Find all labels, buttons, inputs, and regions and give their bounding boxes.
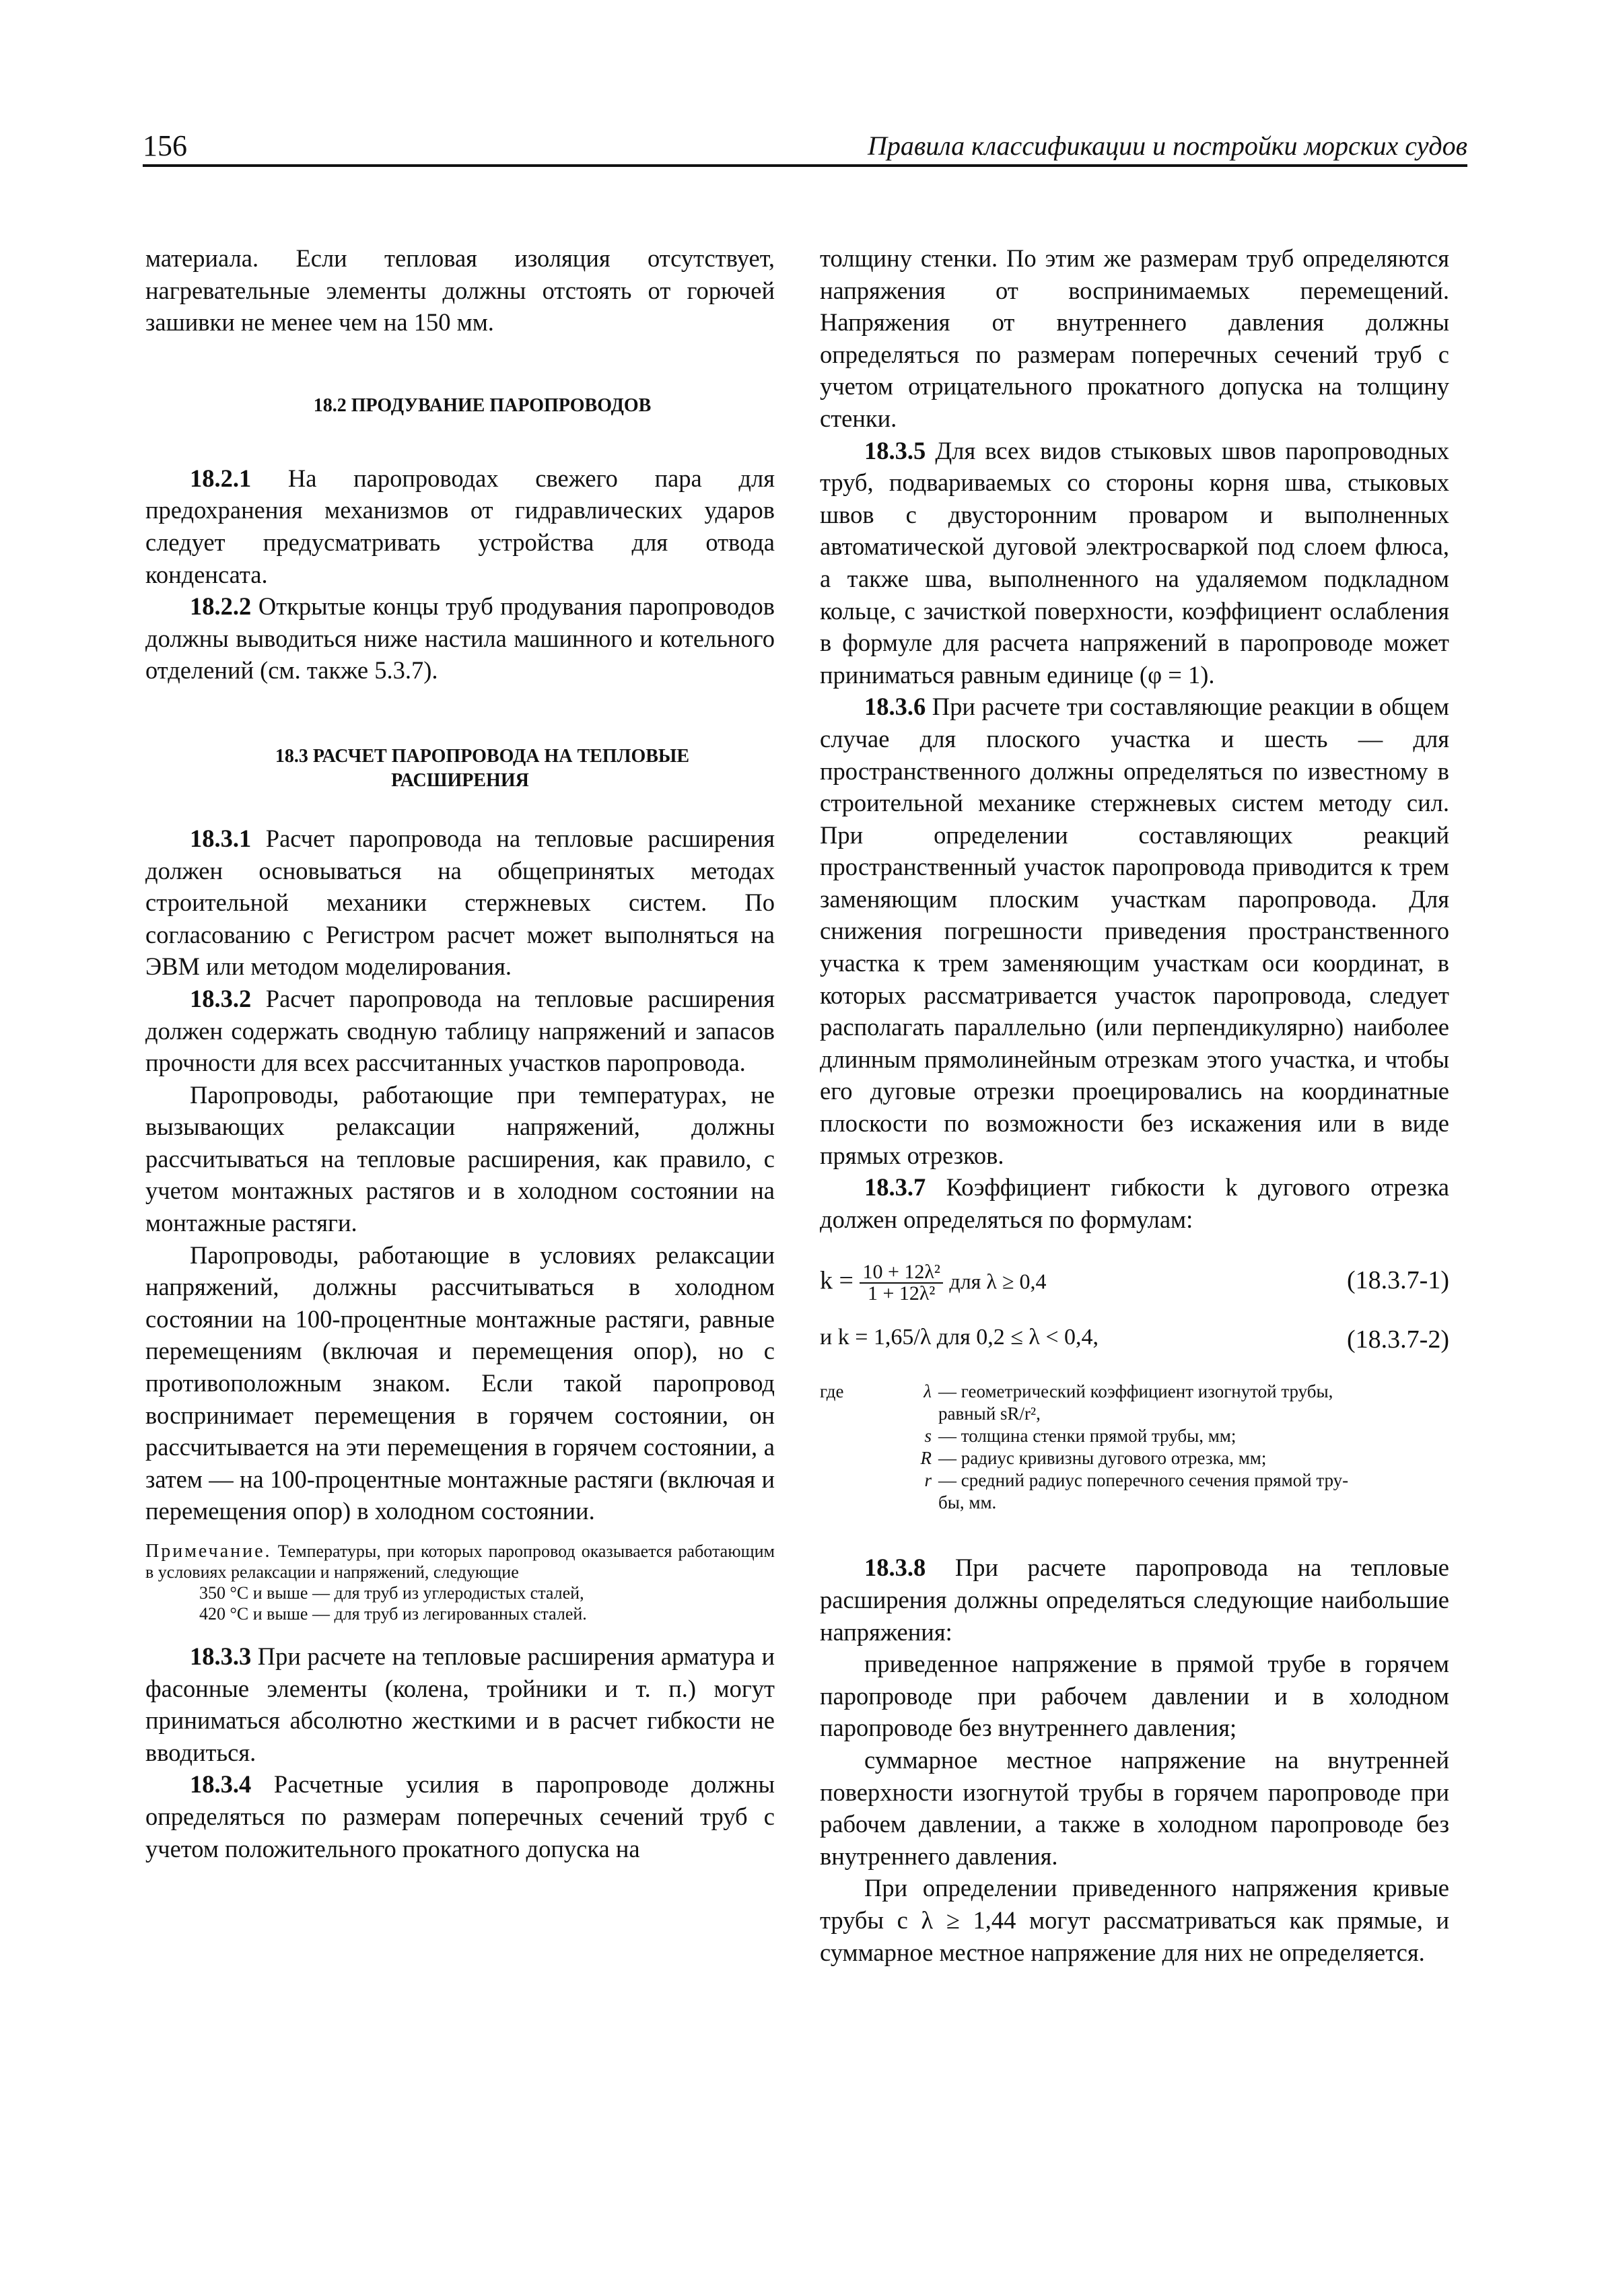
formula-denominator: 1 + 12λ² bbox=[867, 1282, 936, 1305]
paragraph-intro: материала. Если тепловая изоляция отсутствует, нагревательные элементы должны отстоять от горючей зашивки не менее чем на 150 мм. bbox=[145, 244, 775, 337]
clause-number: 18.2.1 bbox=[190, 464, 252, 492]
paragraph-18-3-4 bbox=[145, 1768, 775, 1865]
section-title-line: 18.3 РАСЧЕТ ПАРОПРОВОДА НА ТЕПЛОВЫЕ bbox=[275, 745, 690, 767]
note-block bbox=[145, 1541, 775, 1624]
clause-number: 18.3.8 bbox=[864, 1554, 926, 1582]
clause-number: 18.3.2 bbox=[190, 984, 252, 1012]
section-title-line: РАСШИРЕНИЯ bbox=[391, 769, 529, 791]
legend-row bbox=[820, 1447, 1449, 1469]
paragraph-text: Расчет паропровода на тепловые расширения должен основываться на общепринятых методах строительной механики стержневых систем. По согласованию с Регистром расчет может выполняться на ЭВМ или методом моделирования. bbox=[145, 824, 775, 981]
paragraph-18-3-7 bbox=[820, 1171, 1449, 1235]
right-column bbox=[820, 242, 1449, 1968]
legend-continuation: равный sR/r², bbox=[938, 1403, 1041, 1424]
page-header bbox=[143, 128, 1467, 167]
clause-number: 18.2.2 bbox=[190, 592, 252, 621]
paragraph-text: Открытые концы труб продувания паропроводов должны выводиться ниже настила машинного и котельного отделений (см. также 5.3.7). bbox=[145, 592, 775, 685]
page-number: 156 bbox=[143, 129, 187, 162]
paragraph-final: При определении приведенного напряжения кривые трубы с λ ≥ 1,44 могут рассматриваться как прямые, и суммарное местное напряжение для них не определяется. bbox=[820, 1874, 1449, 1966]
legend-symbol: R bbox=[920, 1448, 932, 1469]
formula-number: (18.3.7-1) bbox=[1347, 1266, 1449, 1295]
section-18-2-title: 18.2 ПРОДУВАНИЕ ПАРОПРОВОДОВ bbox=[313, 394, 652, 416]
paragraph-text: При расчете на тепловые расширения арматура и фасонные элементы (колена, тройники и т. п.) могут приниматься абсолютно жесткими и в расчет гибкости не вводиться. bbox=[145, 1642, 775, 1766]
clause-number: 18.3.4 bbox=[190, 1770, 252, 1799]
paragraph-18-2-2 bbox=[145, 590, 775, 687]
paragraph-18-2-1 bbox=[145, 462, 775, 590]
paragraph-text: При расчете паропровода на тепловые расширения должны определяться следующие наибольшие напряжения: bbox=[820, 1554, 1449, 1646]
note-label: Примечание. bbox=[145, 1541, 272, 1562]
paragraph-pipes-1: Паропроводы, работающие при температурах, не вызывающих релаксации напряжений, должны рассчитываться на тепловые расширения, как правило, с учетом монтажных растягов и в холодном состоянии на монтажные растяги. bbox=[145, 1080, 775, 1237]
clause-number: 18.3.1 bbox=[190, 824, 252, 852]
legend-description: — средний радиус поперечного сечения прямой тру- bbox=[938, 1470, 1349, 1491]
paragraph-continuation: толщину стенки. По этим же размерам труб определяются напряжения от воспринимаемых перемещений. Напряжения от внутреннего давления должны определяться по размерам поперечных сечений труб с учетом отрицательного прокатного допуска на толщину стенки. bbox=[820, 244, 1449, 432]
clause-number: 18.3.5 bbox=[864, 436, 926, 464]
formula-condition: для λ ≥ 0,4 bbox=[949, 1269, 1047, 1294]
paragraph-text: Расчет паропровода на тепловые расширения должен содержать сводную таблицу напряжений и запасов прочности для всех рассчитанных участков паропровода. bbox=[145, 984, 775, 1077]
formula-fraction bbox=[860, 1262, 942, 1304]
clause-number: 18.3.7 bbox=[864, 1173, 926, 1202]
running-title: Правила классификации и постройки морских судов bbox=[867, 131, 1467, 161]
paragraph-text: На паропроводах свежего пара для предохранения механизмов от гидравлических ударов следует предусматривать устройства для отвода конденсата. bbox=[145, 464, 775, 588]
note-text: Температуры, при которых паропровод оказывается работающим в условиях релаксации и напряжений, следующие bbox=[145, 1541, 775, 1582]
legend-symbol: s bbox=[924, 1426, 932, 1447]
paragraph-18-3-2 bbox=[145, 983, 775, 1079]
section-18-3-title bbox=[145, 744, 775, 793]
note-line: 420 °С и выше — для труб из легированных сталей. bbox=[199, 1604, 587, 1624]
paragraph-text: При расчете три составляющие реакции в общем случае для плоского участка и шесть — для пространственного должны определяться по известному в строительной механике стержневых систем методу сил. При определении составляющих реакций пространственный участок паропровода приводится к трем заменяющим плоским участкам паропровода. Для снижения погрешности приведения пространственного участка к трем заменяющим участкам оси координат, в которых рассматривается участок паропровода, следует располагать параллельно (или перпендикулярно) наиболее длинным прямолинейным отрезкам этого участка, и чтобы его дуговые отрезки проецировались на координатные плоскости по возможности без искажения или в виде прямых отрезков. bbox=[820, 693, 1449, 1169]
clause-number: 18.3.6 bbox=[864, 693, 926, 721]
paragraph-text: Расчетные усилия в паропроводе должны определяться по размерам поперечных сечений труб с учетом положительного прокатного допуска на bbox=[145, 1770, 775, 1863]
formula-expression bbox=[820, 1262, 1046, 1304]
paragraph-18-3-3 bbox=[145, 1640, 775, 1768]
formula-numerator: 10 + 12λ² bbox=[860, 1262, 942, 1284]
legend-description: — толщина стенки прямой трубы, мм; bbox=[938, 1426, 1237, 1447]
clause-number: 18.3.3 bbox=[190, 1642, 252, 1670]
paragraph-18-3-6 bbox=[820, 691, 1449, 1171]
legend-description: — радиус кривизны дугового отрезка, мм; bbox=[938, 1448, 1267, 1469]
paragraph-text: Для всех видов стыковых швов паропроводных труб, подвариваемых со стороны корня шва, стыковых швов с двусторонним проваром и выполненных автоматической дуговой электросваркой под слоем флюса, а также шва, выполненного на удаляемом подкладном кольце, с зачисткой поверхности, коэффициент ослабления в формуле для расчета напряжений в паропроводе может приниматься равным единице (φ = 1). bbox=[820, 436, 1449, 689]
paragraph-text: Коэффициент гибкости k дугового отрезка должен определяться по формулам: bbox=[820, 1173, 1449, 1233]
legend-row bbox=[820, 1425, 1449, 1447]
legend-description: — геометрический коэффициент изогнутой трубы, bbox=[938, 1381, 1333, 1402]
legend-symbol: λ bbox=[924, 1381, 932, 1402]
formula-18-3-7-2 bbox=[820, 1321, 1449, 1368]
paragraph-local-stress: суммарное местное напряжение на внутренней поверхности изогнутой трубы в горячем паропроводе при рабочем давлении, а также в холодном паропроводе без внутреннего давления. bbox=[820, 1745, 1449, 1870]
formula-legend bbox=[820, 1381, 1449, 1514]
legend-symbol: r bbox=[924, 1470, 932, 1491]
legend-continuation: бы, мм. bbox=[938, 1492, 997, 1513]
legend-where: где bbox=[820, 1381, 844, 1402]
legend-row bbox=[820, 1469, 1449, 1492]
formula-lhs: k = bbox=[820, 1267, 854, 1296]
formula-expression: и k = 1,65/λ для 0,2 ≤ λ < 0,4, bbox=[820, 1325, 1099, 1350]
note-line: 350 °С и выше — для труб из углеродистых сталей, bbox=[199, 1583, 584, 1603]
paragraph-pipes-2: Паропроводы, работающие в условиях релаксации напряжений, должны рассчитываться в холодном состоянии на 100-процентные монтажные растяги, равные перемещениям (включая и перемещения опор), но с противоположным знаком. Если такой паропровод воспринимает перемещения в горячем состоянии, он рассчитывается на эти перемещения в горячем состоянии, а затем — на 100-процентные монтажные растяги (включая и перемещения опор) в холодном состоянии. bbox=[145, 1241, 775, 1525]
formula-18-3-7-1 bbox=[820, 1262, 1449, 1309]
paragraph-18-3-1 bbox=[145, 823, 775, 983]
formula-number: (18.3.7-2) bbox=[1347, 1325, 1449, 1354]
paragraph-18-3-5 bbox=[820, 435, 1449, 691]
paragraph-reduced-stress: приведенное напряжение в прямой трубе в горячем паропроводе при рабочем давлении и в холодном паропроводе без внутреннего давления; bbox=[820, 1650, 1449, 1742]
left-column bbox=[145, 242, 775, 1865]
paragraph-18-3-8 bbox=[820, 1552, 1449, 1648]
legend-row bbox=[820, 1381, 1449, 1403]
